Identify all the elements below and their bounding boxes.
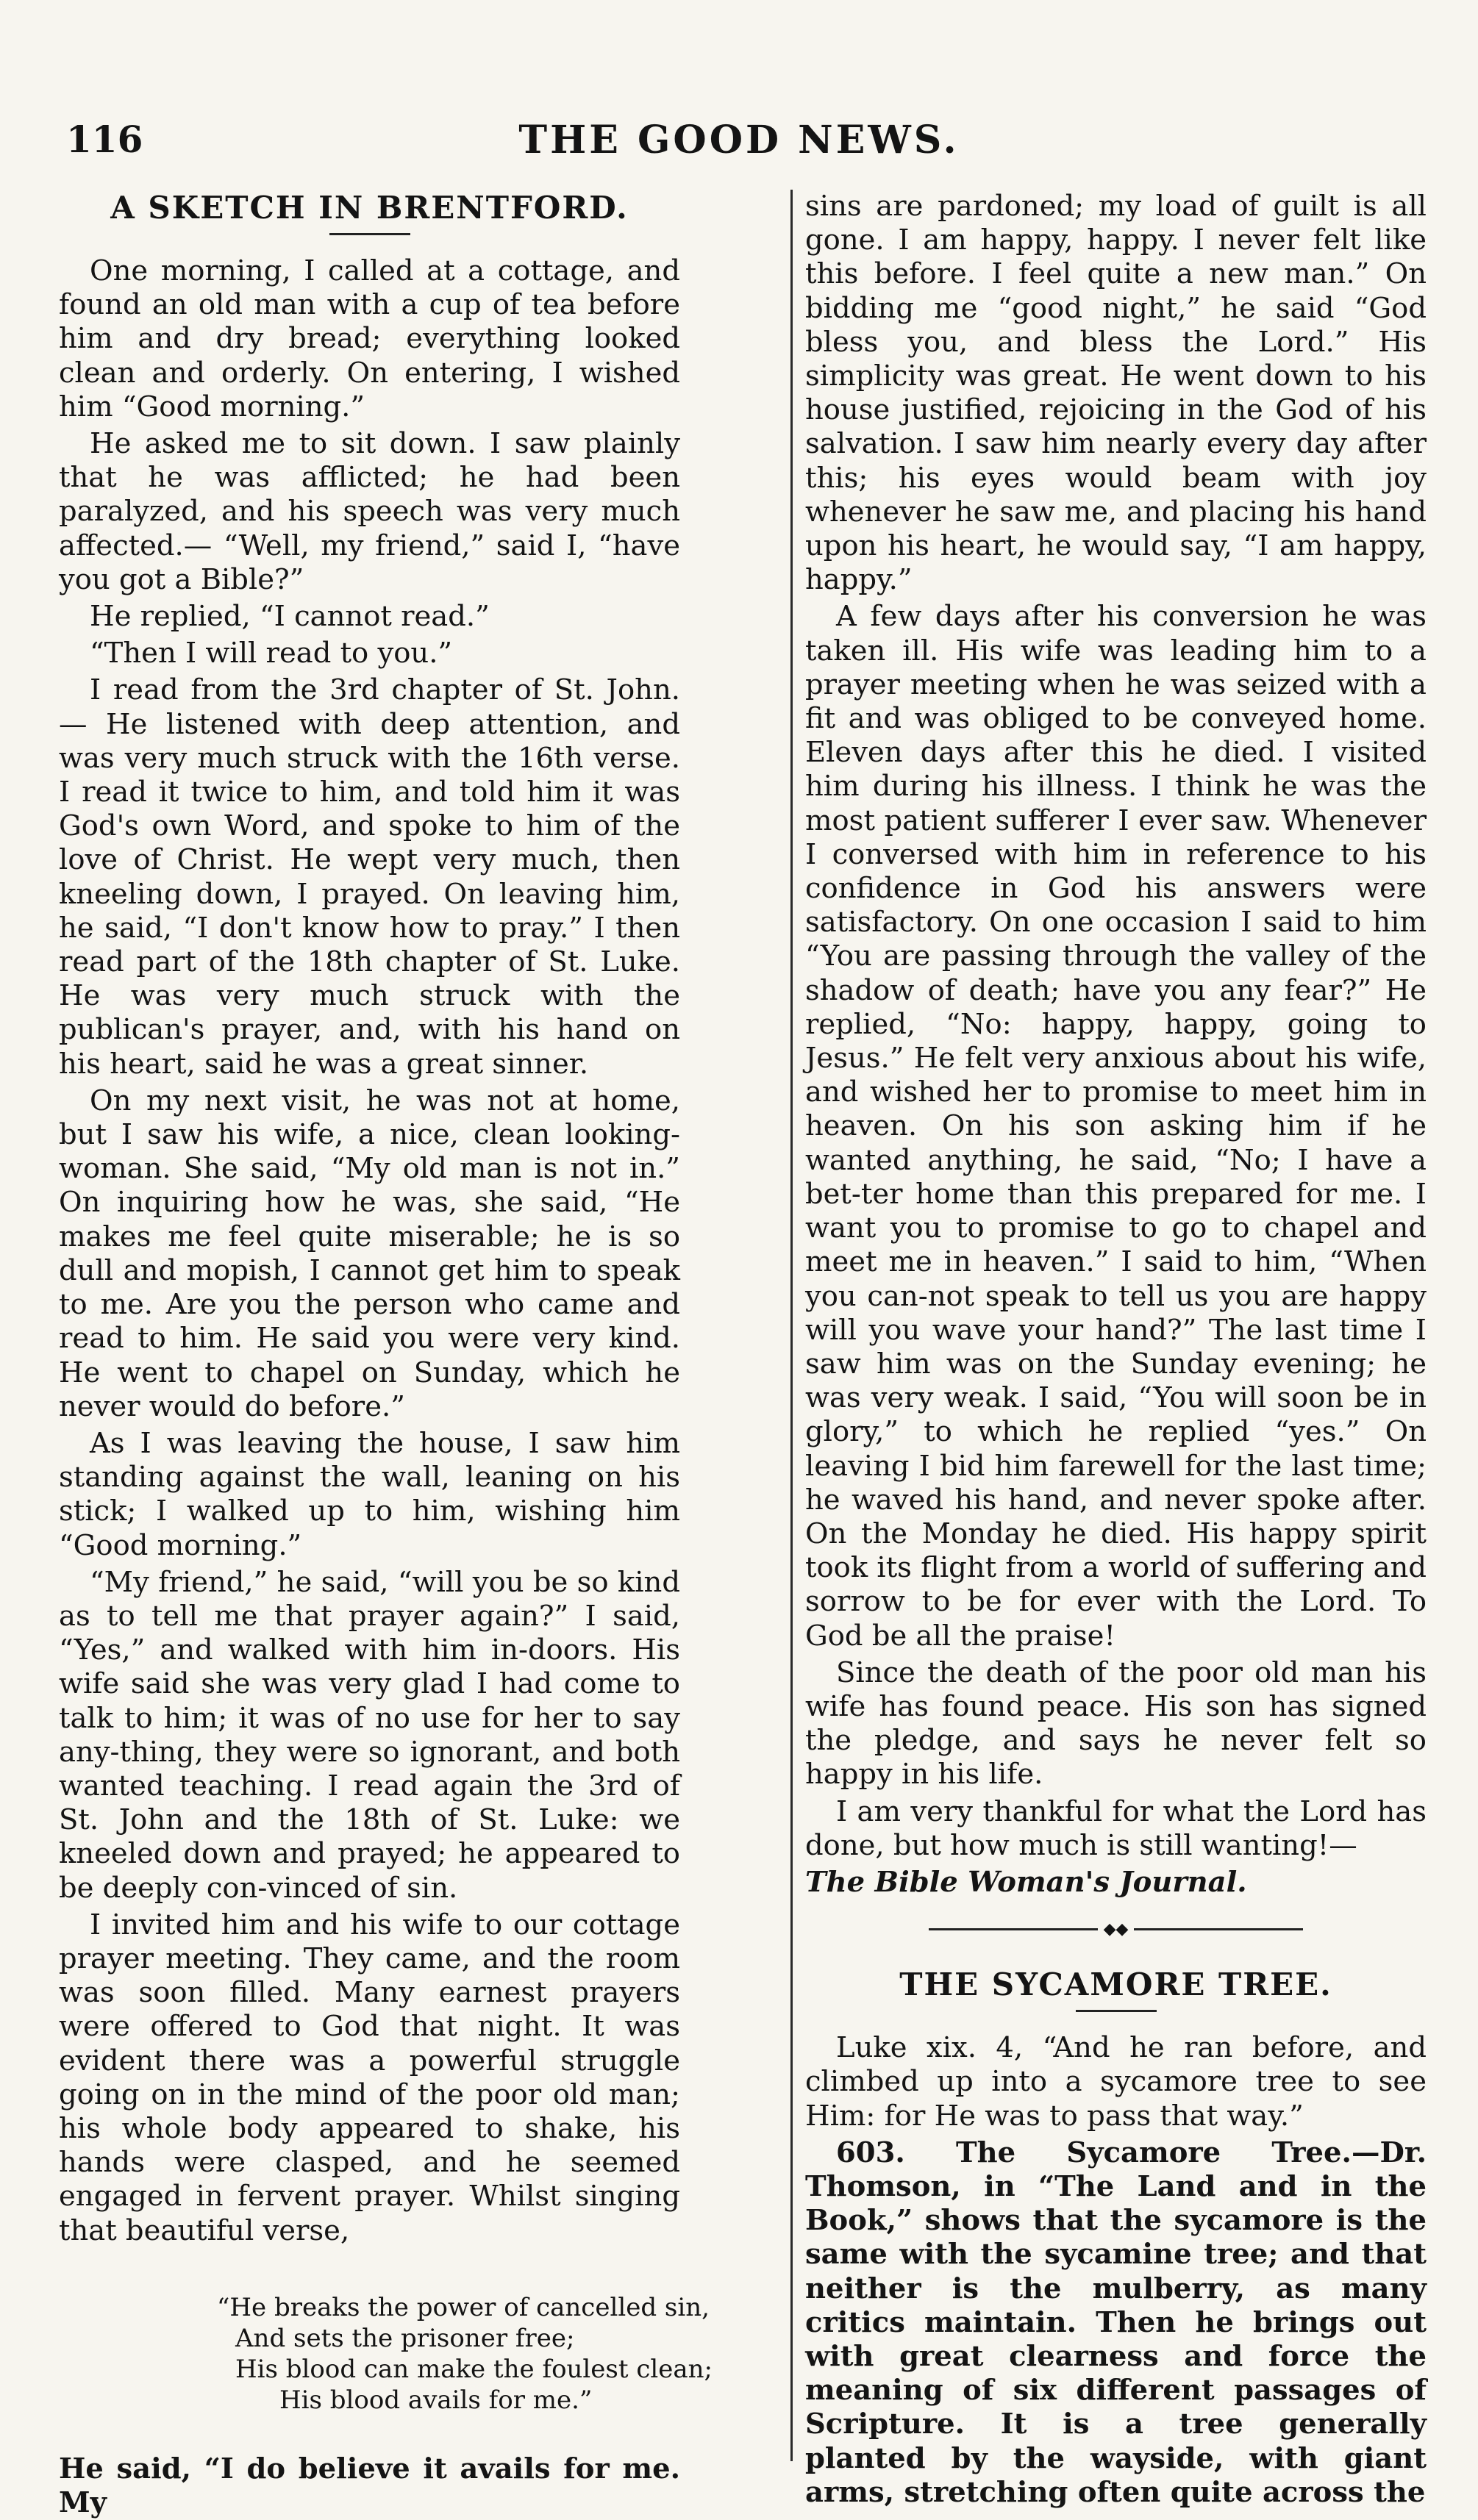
hymn-line: And sets the prisoner free; [235, 2323, 575, 2353]
paragraph: “My friend,” he said, “will you be so kind as to tell me that prayer again?” I said, “Yes,” and walked with him in-doors. His wife said she was very glad I had come to talk to him; it was of no use for her to say any-thing, they were so ignorant, and both wanted teaching. I read again the 3rd of St. John and the 18th of St. Luke: we kneeled down and prayed; he appeared to be deeply con-vinced of sin. [59, 1565, 680, 1905]
paragraph: I am very thankful for what the Lord has done, but how much is still wanting!— [805, 1794, 1427, 1862]
paragraph: On my next visit, he was not at home, but I saw his wife, a nice, clean looking-woman. She said, “My old man is not in.” On inquiring how he was, she said, “He makes me feel quite miserable; he is so dull and mopish, I cannot get him to speak to me. Are you the person who came and read to him. He said you were very kind. He went to chapel on Sunday, which he never would do before.” [59, 1084, 680, 1423]
hymn-line: His blood can make the foulest clean; [235, 2354, 713, 2384]
paragraph-bold: 603. The Sycamore Tree.—Dr. Thomson, in “The Land and in the Book,” shows that the sycamore is the same with the sycamine tree; and that neither is the mulberry, as many critics maintain. Then he brings out with great clearness and force the meaning of six different passages of Scripture. It is a tree generally planted by the wayside, with giant arms, stretching often quite across the [805, 2136, 1427, 2509]
left-column [59, 190, 713, 2519]
paragraph: I invited him and his wife to our cottage prayer meeting. They came, and the room was soon filled. Many earnest prayers were offered to God that night. It was evident there was a powerful struggle going on in the mind of the poor old man; his whole body appeared to shake, his hands were clasped, and he seemed engaged in fervent prayer. Whilst singing that beautiful verse, [59, 1908, 680, 2247]
paragraph: I read from the 3rd chapter of St. John.— He listened with deep attention, and was very much struck with the 16th verse. I read it twice to him, and told him it was God's own Word, and spoke to him of the love of Christ. He wept very much, then kneeling down, I prayed. On leaving him, he said, “I don't know how to pray.” I then read part of the 18th chapter of St. Luke. He was very much struck with the publican's prayer, and, with his hand on his heart, said he was a great sinner. [59, 673, 680, 1081]
running-title: THE GOOD NEWS. [518, 118, 960, 162]
heading-rule [329, 233, 410, 235]
paragraph: Luke xix. 4, “And he ran before, and climbed up into a sycamore tree to see Him: for He was to pass that way.” [805, 2031, 1427, 2133]
hymn-verse [59, 2292, 713, 2416]
hymn-line: “He breaks the power of cancelled sin, [217, 2292, 710, 2322]
paragraph-continuation: sins are pardoned; my load of guilt is all gone. I am happy, happy. I never felt like this before. I feel quite a new man.” On bidding me “good night,” he said “God bless you, and bless the Lord.” His simplicity was great. He went down to his house justified, rejoicing in the God of his salvation. I saw him nearly every day after this; his eyes would beam with joy whenever he saw me, and placing his hand upon his heart, he would say, “I am happy, happy.” [805, 190, 1427, 597]
article-heading-sycamore: THE SYCAMORE TREE. [899, 1966, 1332, 2003]
paragraph: A few days after his conversion he was taken ill. His wife was leading him to a prayer meeting when he was seized with a fit and was obliged to be conveyed home. Eleven days after this he died. I visited him during his illness. I think he was the most patient sufferer I ever saw. Whenever I conversed with him in reference to his confidence in God his answers were satisfactory. On one occasion I said to him “You are passing through the valley of the shadow of death; have you any fear?” He replied, “No: happy, happy, going to Jesus.” He felt very anxious about his wife, and wished her to promise to meet him in heaven. On his son asking him if he wanted anything, he said, “No; I have a bet-ter home than this prepared for me. I want you to promise to go to chapel and meet me in heaven.” I said to him, “When you can-not speak to tell us you are happy will you wave your hand?” The last time I saw him was on the Sunday evening; he was very weak. I said, “You will soon be in glory,” to which he replied “yes.” On leaving I bid him farewell for the last time; he waved his hand, and never spoke after. On the Monday he died. His happy spirit took its flight from a world of suffering and sorrow to be for ever with the Lord. To God be all the praise! [805, 600, 1427, 1653]
paragraph: As I was leaving the house, I saw him standing against the wall, leaning on his stick; I walked up to him, wishing him “Good morning.” [59, 1426, 680, 1562]
paragraph-continued: He said, “I do believe it avails for me. My [59, 2452, 680, 2519]
article-heading-brentford: A SKETCH IN BRENTFORD. [110, 190, 629, 226]
right-column [805, 190, 1427, 2509]
paragraph: Since the death of the poor old man his wife has found peace. His son has signed the pledge, and says he never felt so happy in his life. [805, 1655, 1427, 1791]
ornament-icon: ◆◆ [1103, 1920, 1129, 1939]
hymn-line: His blood avails for me.” [279, 2385, 593, 2415]
paragraph: He asked me to sit down. I saw plainly that he was afflicted; he had been paralyzed, and his speech was very much affected.— “Well, my friend,” said I, “have you got a Bible?” [59, 427, 680, 596]
paragraph: He replied, “I cannot read.” [90, 600, 490, 634]
source-citation: The Bible Woman's Journal. [805, 1865, 1247, 1899]
column-divider [790, 190, 793, 2461]
section-separator [805, 1920, 1427, 1939]
page-header [66, 118, 1412, 169]
paragraph: One morning, I called at a cottage, and found an old man with a cup of tea before him and dry bread; everything looked clean and orderly. On entering, I wished him “Good morning.” [59, 254, 680, 423]
paragraph: “Then I will read to you.” [90, 637, 453, 670]
page-number: 116 [66, 118, 143, 161]
heading-rule [1076, 2010, 1157, 2012]
